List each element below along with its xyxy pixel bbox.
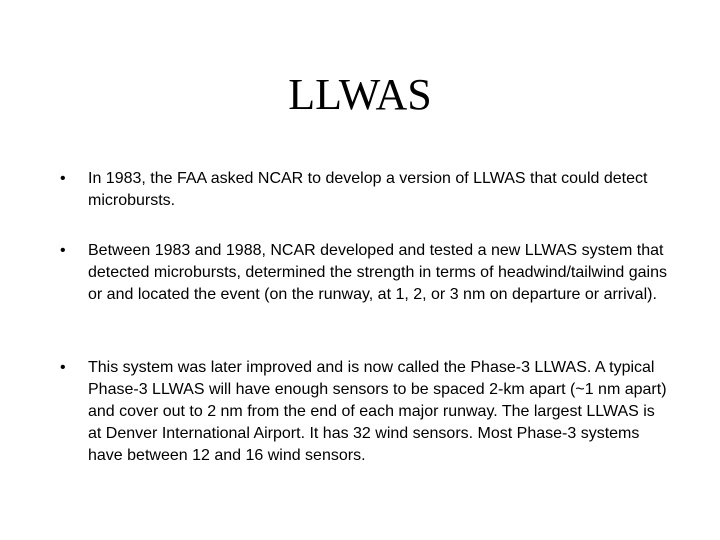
bullet-marker: • xyxy=(60,359,66,376)
bullet-text: Between 1983 and 1988, NCAR developed and tested a new LLWAS system that detected microbursts, determined the strength in terms of headwind/tailwind gains or and located the event (on the runway, at 1, 2, or 3 nm on departure or arrival). xyxy=(88,242,667,303)
slide-title: LLWAS xyxy=(288,70,432,119)
bullet-marker: • xyxy=(60,242,66,259)
bullet-text: This system was later improved and is now called the Phase-3 LLWAS. A typical Phase-3 LLWAS will have enough sensors to be spaced 2-km apart (~1 nm apart) and cover out to 2 nm from the end of each major runway. The largest LLWAS is at Denver International Airport. It has 32 wind sensors. Most Phase-3 systems have between 12 and 16 wind sensors. xyxy=(88,359,667,464)
bullet-text: In 1983, the FAA asked NCAR to develop a version of LLWAS that could detect microbursts. xyxy=(88,170,648,209)
bullet-marker: • xyxy=(60,170,66,187)
